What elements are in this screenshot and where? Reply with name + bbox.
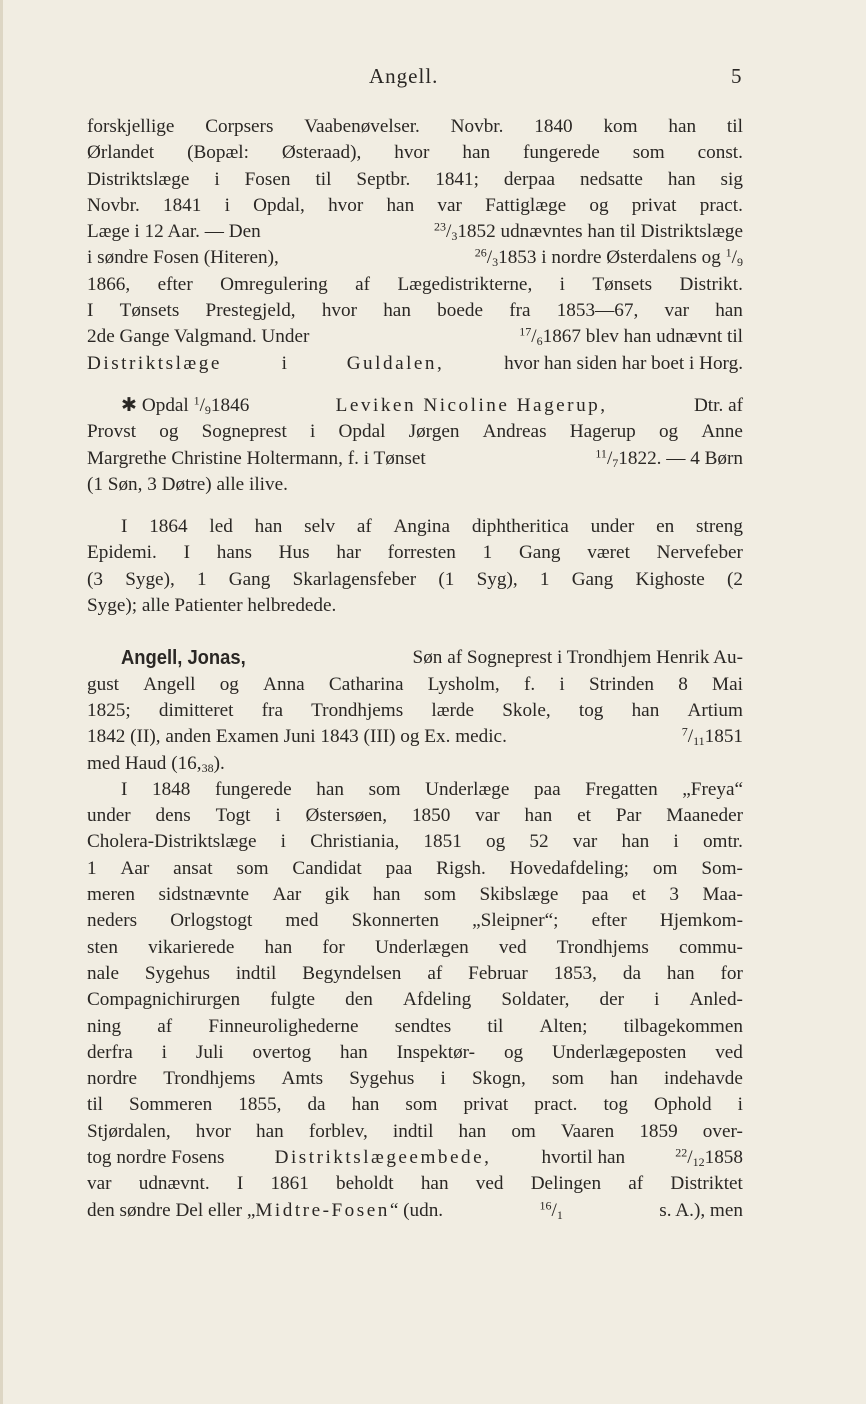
text-line: neders Orlogstogt med Skonnerten „Sleipner“; efter Hjemkom- [87,910,743,932]
text-line: Provst og Sogneprest i Opdal Jørgen Andreas Hagerup og Anne [87,421,743,443]
page-number: 5 [731,64,742,88]
text-line: (3 Syge), 1 Gang Skarlagensfeber (1 Syg), 1 Gang Kighoste (2 [87,568,743,590]
text-line: til Sommeren 1855, da han som privat pract. tog Ophold i [87,1094,743,1116]
text-line: Distriktslæge i Guldalen, hvor han siden har boet i Horg. [87,352,743,374]
running-head [3,64,866,92]
text-line: derfra i Juli overtog han Inspektør- og Underlægeposten ved [87,1041,743,1063]
entry-name: Angell, Jonas, [121,647,246,670]
text-line: Distriktslæge i Fosen til Septbr. 1841; derpaa nedsatte han sig [87,168,743,190]
text-line: (1 Søn, 3 Døtre) alle ilive. [87,473,288,495]
text-line: Epidemi. I hans Hus har forresten 1 Gang været Nervefeber [87,542,743,564]
text-line: 1866, efter Omregulering af Lægedistrikterne, i Tønsets Distrikt. [87,273,743,295]
text-line: under dens Togt i Østersøen, 1850 var han et Par Maaneder [87,805,743,827]
text-line: den søndre Del eller „Midtre-Fosen“ (udn. $^{16}/_1$ s. A.), men [87,1197,743,1222]
text-line: Cholera-Distriktslæge i Christiania, 1851 og 52 var han i omtr. [87,831,743,853]
text-line: Læge i 12 Aar. — Den $^{23}/_31852$ udnævntes han til Distriktslæge [87,219,743,244]
text-line: med Haud $(16,_{38})$. [87,752,225,775]
text-line: nordre Trondhjems Amts Sygehus i Skogn, som han indehavde [87,1068,743,1090]
text-line: Novbr. 1841 i Opdal, hvor han var Fattiglæge og privat pract. [87,194,743,216]
page-body [87,114,743,1224]
text-line: meren sidstnævnte Aar gik han som Skibslæge paa et 3 Maa- [87,884,743,906]
text-line: Syge); alle Patienter helbredede. [87,595,337,617]
text-line: 1 Aar ansat som Candidat paa Rigsh. Hovedafdeling; om Som- [87,857,743,879]
text-line: sten vikarierede han for Underlægen ved Trondhjems commu- [87,936,743,958]
spouse-name: Leviken Nicoline Hagerup, [335,394,608,416]
text-line: forskjellige Corpsers Vaabenøvelser. Novbr. 1840 kom han til [87,116,743,137]
text-line: Compagnichirurgen fulgte den Afdeling Soldater, der i Anled- [87,989,743,1011]
text-line: ning af Finneurolighederne sendtes til Alten; tilbagekommen [87,1015,743,1037]
text-line: Ørlandet (Bopæl: Østeraad), hvor han fungerede som const. [87,142,743,164]
text-line: 1842 (II), anden Examen Juni 1843 (III) og Ex. medic. $^7/_{11}1851$ [87,724,743,749]
running-head-title: Angell. [369,64,439,88]
text-line: 2de Gange Valgmand. Under $^{17}/_61867$ blev han udnævnt til [87,324,743,349]
entry-heading-line: Angell, Jonas, Søn af Sogneprest i Trondhjem Henrik Au- [87,645,743,671]
text-line: tog nordre Fosens Distriktslægeembede, hvortil han $^{22}/_{12}1858$ [87,1145,743,1169]
text-line: I Tønsets Prestegjeld, hvor han boede fra 1853—67, var han [87,300,743,322]
text-line: nale Sygehus indtil Begyndelsen af Februar 1853, da han for [87,962,743,984]
text-line: I 1848 fungerede han som Underlæge paa Fregatten „Freya“ [121,778,743,800]
text-line: ✱ Opdal $^1/_91846$ Leviken Nicoline Hagerup, Dtr. af [87,393,743,419]
text-line: Margrethe Christine Holtermann, f. i Tønset $^{11}/_71822$. — 4 Børn [87,445,743,470]
text-line: i søndre Fosen (Hiteren), $^{26}/_31853$ i nordre Østerdalens og $^1/_9$ [87,245,743,270]
text-line: var udnævnt. I 1861 beholdt han ved Delingen af Distriktet [87,1173,743,1195]
text-line: I 1864 led han selv af Angina diphtheritica under en streng [121,516,743,538]
text-line: Stjørdalen, hvor han forblev, indtil han om Vaaren 1859 over- [87,1120,743,1142]
text-line: gust Angell og Anna Catharina Lysholm, f. i Strinden 8 Mai [87,673,743,695]
text-line: 1825; dimitteret fra Trondhjems lærde Skole, tog han Artium [87,699,743,721]
